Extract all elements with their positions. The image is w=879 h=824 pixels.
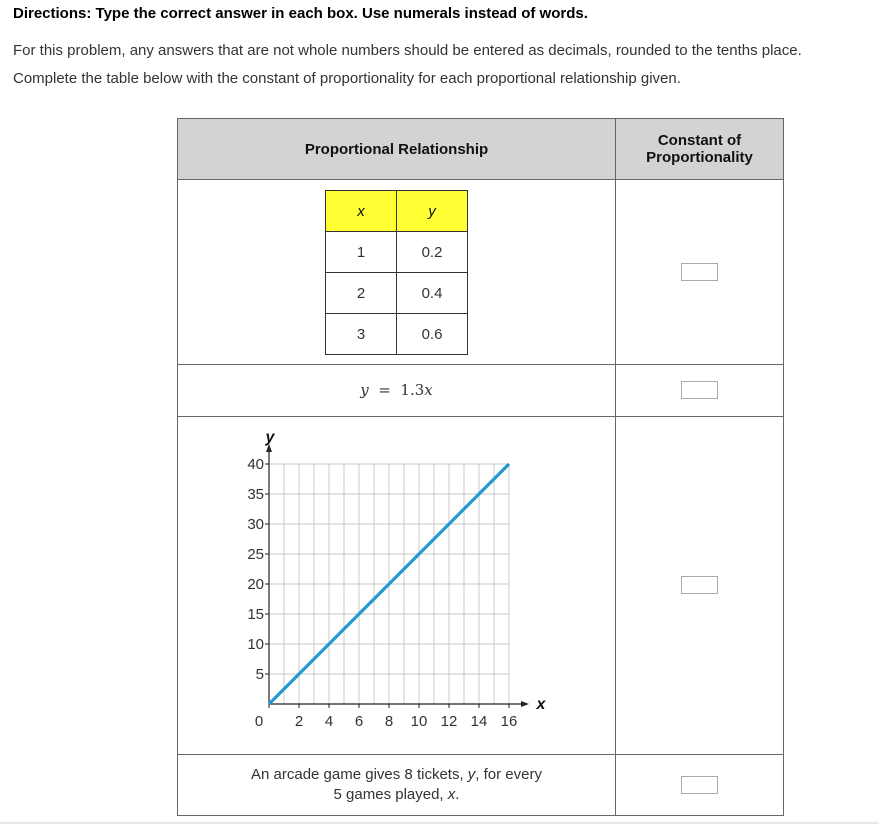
line-graph — [178, 417, 615, 749]
word-text: An arcade game gives 8 tickets, — [251, 766, 468, 783]
directions: Directions: Type the correct answer in each box. Use numerals instead of words. — [13, 5, 588, 22]
x-tick-label: 2 — [294, 713, 304, 730]
answer-input-table[interactable] — [681, 263, 718, 281]
header-constant-line2: Proportionality — [646, 149, 753, 166]
x-tick-label: 8 — [384, 713, 394, 730]
instructions-rounding: For this problem, any answers that are not whole numbers should be entered as decimals, rounded to the tenths place. — [13, 42, 802, 59]
word-var-x: x — [447, 786, 456, 803]
x-axis-label: x — [536, 696, 546, 713]
xy-cell-y: 0.2 — [397, 232, 468, 273]
xy-cell-x: 2 — [326, 273, 397, 314]
word-var-y: y — [467, 766, 476, 783]
x-tick-label: 6 — [354, 713, 364, 730]
xy-header-x: x — [326, 191, 397, 232]
answer-cell-1 — [616, 180, 784, 365]
xy-cell-y: 0.6 — [397, 314, 468, 355]
header-constant — [616, 119, 784, 180]
y-tick-label: 40 — [247, 456, 264, 473]
relationship-equation-cell — [178, 365, 616, 417]
relationship-graph-cell — [178, 417, 616, 755]
x-axis-arrow — [521, 701, 529, 707]
y-axis-label: y — [265, 429, 275, 446]
word-text: , for every — [475, 766, 542, 783]
answer-input-graph[interactable] — [681, 576, 718, 594]
instructions-complete: Complete the table below with the constant of proportionality for each proportional relationship given. — [13, 70, 681, 87]
xy-cell-y: 0.4 — [397, 273, 468, 314]
word-problem — [178, 765, 615, 805]
relationship-table-cell — [178, 180, 616, 365]
answer-cell-3 — [616, 417, 784, 755]
y-tick-label: 15 — [247, 606, 264, 623]
xy-cell-x: 1 — [326, 232, 397, 273]
answer-cell-2 — [616, 365, 784, 417]
answer-cell-4 — [616, 755, 784, 816]
header-relationship: Proportional Relationship — [178, 119, 616, 180]
x-tick-label: 16 — [500, 713, 518, 730]
word-text: 5 games played, — [333, 786, 448, 803]
equation-variable: x — [424, 381, 433, 399]
word-text: . — [455, 786, 460, 803]
y-tick-label: 20 — [247, 576, 264, 593]
xy-cell-x: 3 — [326, 314, 397, 355]
answer-input-word[interactable] — [681, 776, 718, 794]
equation-lhs: y — [360, 381, 369, 399]
y-tick-label: 35 — [247, 486, 264, 503]
answer-input-equation[interactable] — [681, 381, 718, 399]
equation-coefficient: 1.3 — [400, 381, 425, 399]
y-tick-label: 25 — [247, 546, 264, 563]
x-tick-label: 14 — [470, 713, 488, 730]
header-constant-line1: Constant of — [657, 132, 742, 149]
y-tick-label: 30 — [247, 516, 264, 533]
x-tick-label: 4 — [324, 713, 334, 730]
y-tick-label: 5 — [255, 666, 264, 683]
x-tick-label: 0 — [254, 713, 264, 730]
xy-header-y: y — [397, 191, 468, 232]
relationship-word-cell — [178, 755, 616, 816]
y-tick-label: 10 — [247, 636, 264, 653]
x-tick-label: 10 — [410, 713, 428, 730]
answer-table — [177, 118, 784, 816]
equation-equals: = — [378, 381, 391, 399]
equation — [360, 381, 432, 399]
x-tick-label: 12 — [440, 713, 458, 730]
xy-table — [325, 190, 468, 355]
